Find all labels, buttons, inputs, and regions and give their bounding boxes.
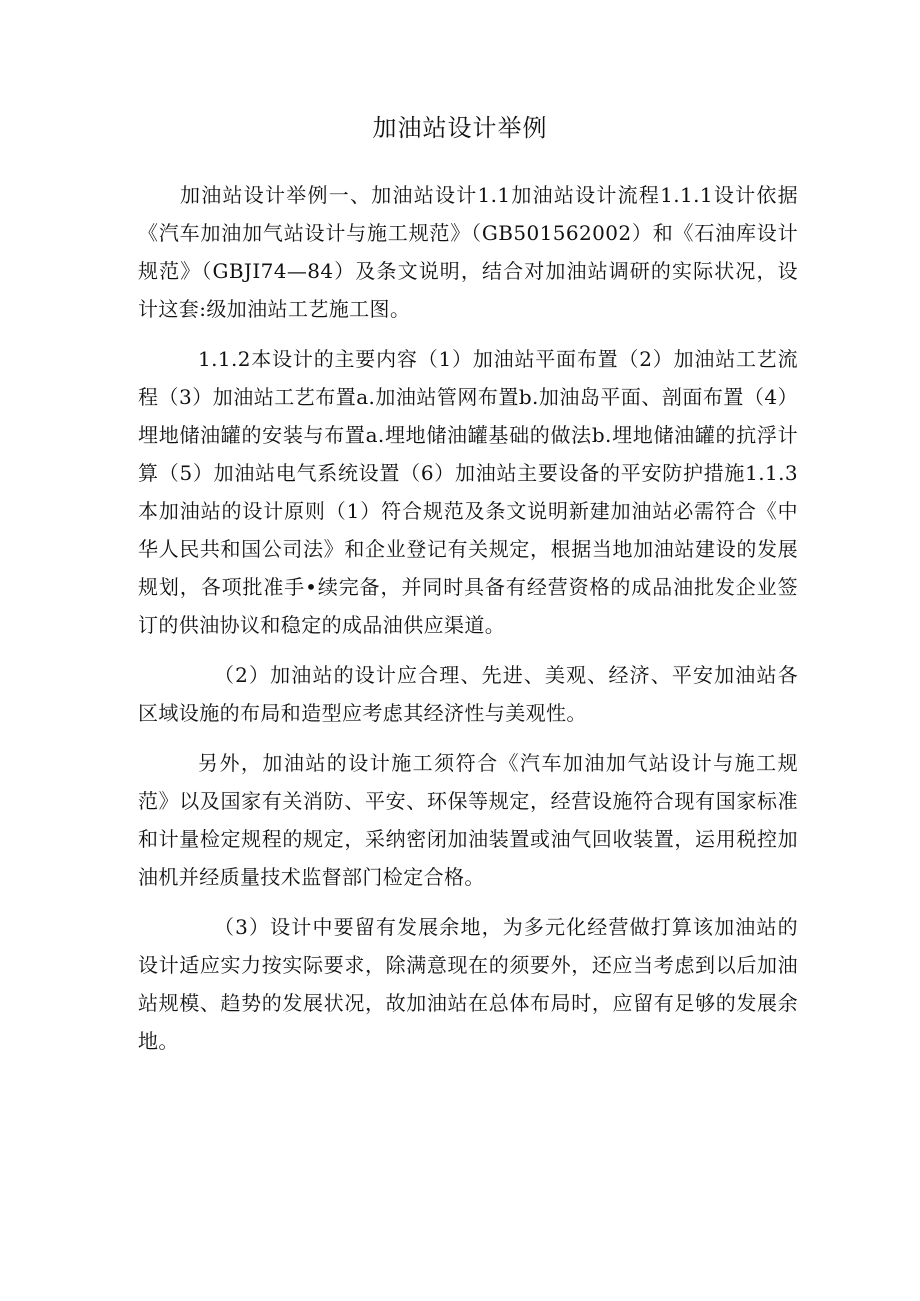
paragraph-additional-requirements: 另外，加油站的设计施工须符合《汽车加油加气站设计与施工规范》以及国家有关消防、平安、环保等规定，经营设施符合现有国家标准和计量检定规程的规定，采纳密闭加油装置或油气回收装置，运用税控加油机并经质量技术监督部门检定合格。 [138,751,798,889]
paragraph-design-principle-3: （3）设计中要留有发展余地，为多元化经营做打算该加油站的设计适应实力按实际要求，除满意现在的须要外，还应当考虑到以后加油站规模、趋势的发展状况，故加油站在总体布局时，应留有足够的发展余地。 [138,915,798,1053]
paragraph-design-content: 1.1.2本设计的主要内容（1）加油站平面布置（2）加油站工艺流程（3）加油站工艺布置a.加油站管网布置b.加油岛平面、剖面布置（4）埋地储油罐的安装与布置a.埋地储油罐基础的做法b.埋地储油罐的抗浮计算（5）加油站电气系统设置（6）加油站主要设备的平安防护措施1.1.3本加油站的设计原则（1）符合规范及条文说明新建加油站必需符合《中华人民共和国公司法》和企业登记有关规定，根据当地加油站建设的发展规划，各项批准手•续完备，并同时具备有经营资格的成品油批发企业签订的供油协议和稳定的成品油供应渠道。 [138,347,798,637]
document-body [138,176,798,1072]
paragraph-design-principle-2: （2）加油站的设计应合理、先进、美观、经济、平安加油站各区域设施的布局和造型应考虑其经济性与美观性。 [138,663,798,725]
paragraph-design-basis: 加油站设计举例一、加油站设计1.1加油站设计流程1.1.1设计依据《汽车加油加气站设计与施工规范》（GB501562002）和《石油库设计规范》（GBJI74—84）及条文说明，结合对加油站调研的实际状况，设计这套:级加油站工艺施工图。 [138,183,798,321]
document-title: 加油站设计举例 [372,114,548,142]
